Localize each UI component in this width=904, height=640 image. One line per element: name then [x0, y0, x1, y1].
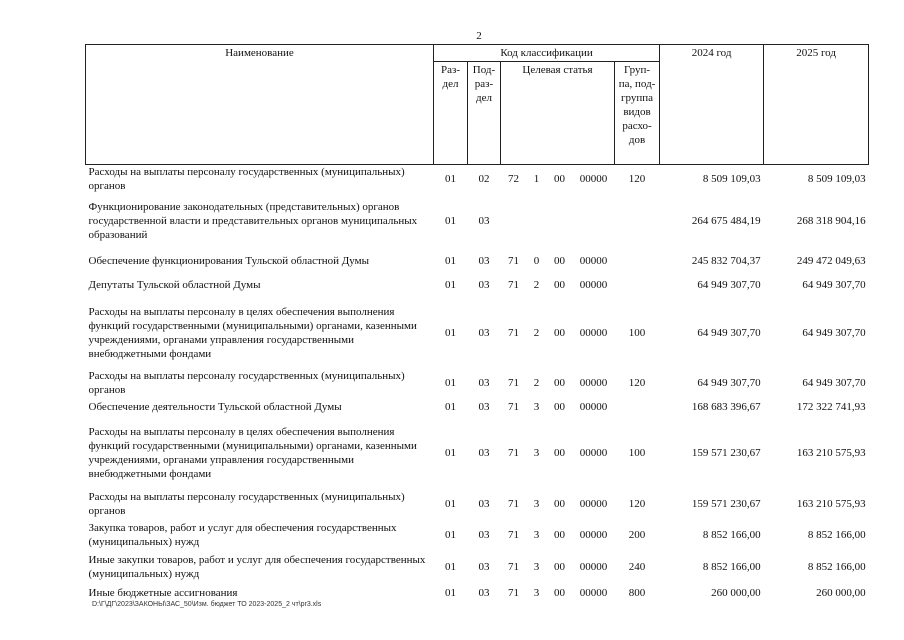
row-target-2 [527, 193, 547, 249]
row-target-2: 3 [533, 401, 540, 413]
row-target-2: 3 [533, 498, 540, 510]
row-target-3: 00 [554, 255, 565, 267]
row-vid: 100 [628, 447, 646, 459]
row-vid: 120 [628, 498, 646, 510]
row-2024: 64 949 307,70 [697, 279, 761, 291]
file-path-footer: D:\Г\ДГ\2023\ЗАКОНЫ\ЗАС_50\Изм. бюджет ТО 2023-2025_2 чт\pr3.xls [92, 601, 322, 608]
row-2024: 8 852 166,00 [702, 561, 761, 573]
row-target-2: 1 [533, 173, 540, 185]
row-target-4: 00000 [579, 327, 608, 339]
row-vid: 120 [628, 173, 646, 185]
row-2025: 8 852 166,00 [807, 561, 866, 573]
row-vid [615, 193, 660, 249]
table-row [86, 369, 869, 397]
row-razdel: 01 [445, 377, 456, 389]
header-razdel: Раз- дел [434, 62, 468, 165]
row-podrazdel: 03 [478, 561, 490, 573]
row-podrazdel: 03 [478, 327, 490, 339]
row-razdel: 01 [445, 173, 456, 185]
row-2024: 260 000,00 [711, 587, 761, 599]
header-2024: 2024 год [660, 45, 764, 165]
row-2025: 8 852 166,00 [807, 529, 866, 541]
row-razdel: 01 [445, 255, 456, 267]
row-target-2: 2 [533, 279, 540, 291]
row-target-3: 00 [554, 561, 565, 573]
row-razdel: 01 [445, 215, 456, 227]
row-2025: 64 949 307,70 [802, 279, 866, 291]
row-vid: 120 [628, 377, 646, 389]
row-2025: 163 210 575,93 [796, 447, 866, 459]
row-podrazdel: 03 [478, 255, 490, 267]
row-vid [615, 249, 660, 273]
row-2025: 64 949 307,70 [802, 377, 866, 389]
row-target-2: 3 [533, 561, 540, 573]
row-target-3: 00 [554, 498, 565, 510]
row-name: Обеспечение функционирования Тульской областной Думы [88, 255, 370, 267]
row-target-2: 2 [533, 377, 540, 389]
row-target-1: 72 [508, 173, 519, 185]
row-target-3: 00 [554, 401, 565, 413]
row-target-2: 0 [533, 255, 540, 267]
row-razdel: 01 [445, 401, 456, 413]
row-name: Расходы на выплаты персоналу в целях обеспечения выполнения функций государственными (муниципальными) органами, казенными учреждениями, органами управления государственными внебюджетными фондами [88, 426, 417, 480]
row-2025: 163 210 575,93 [796, 498, 866, 510]
row-podrazdel: 02 [478, 173, 490, 185]
table-row [86, 489, 869, 519]
row-vid: 800 [628, 587, 646, 599]
table-row [86, 165, 869, 194]
row-target-4: 00000 [579, 377, 608, 389]
row-podrazdel: 03 [478, 447, 490, 459]
row-target-1: 71 [508, 279, 519, 291]
row-vid [615, 397, 660, 417]
header-target: Целевая статья [501, 62, 615, 165]
row-target-3: 00 [554, 173, 565, 185]
row-podrazdel: 03 [478, 498, 490, 510]
row-name: Расходы на выплаты персоналу государственных (муниципальных) органов [88, 166, 405, 192]
row-name: Депутаты Тульской областной Думы [88, 279, 261, 291]
row-razdel: 01 [445, 587, 456, 599]
row-target-1: 71 [508, 498, 519, 510]
row-vid: 200 [628, 529, 646, 541]
row-target-1: 71 [508, 327, 519, 339]
row-target-3 [547, 193, 573, 249]
row-target-1: 71 [508, 587, 519, 599]
header-2025: 2025 год [764, 45, 869, 165]
row-razdel: 01 [445, 498, 456, 510]
row-target-4: 00000 [579, 587, 608, 599]
row-target-3: 00 [554, 447, 565, 459]
row-razdel: 01 [445, 327, 456, 339]
table-row [86, 193, 869, 249]
table-row [86, 519, 869, 551]
row-target-2: 2 [533, 327, 540, 339]
row-2025: 260 000,00 [816, 587, 866, 599]
row-2025: 249 472 049,63 [796, 255, 866, 267]
row-name: Расходы на выплаты персоналу государственных (муниципальных) органов [88, 491, 405, 517]
row-target-4: 00000 [579, 447, 608, 459]
row-name: Расходы на выплаты персоналу в целях обеспечения выполнения функций государственными (муниципальными) органами, казенными учреждениями, органами управления государственными внебюджетными фондами [88, 306, 417, 360]
row-2024: 168 683 396,67 [691, 401, 761, 413]
table-row [86, 249, 869, 273]
row-target-2: 3 [533, 447, 540, 459]
row-2024: 159 571 230,67 [691, 447, 761, 459]
table-body [86, 165, 869, 604]
table-row [86, 417, 869, 489]
row-target-1: 71 [508, 377, 519, 389]
row-2024: 264 675 484,19 [691, 215, 761, 227]
row-target-2: 3 [533, 529, 540, 541]
row-name: Функционирование законодательных (представительных) органов государственной власти и представительных органов муниципальных образований [88, 201, 418, 241]
row-name: Обеспечение деятельности Тульской областной Думы [88, 401, 342, 413]
row-target-2: 3 [533, 587, 540, 599]
table-row [86, 297, 869, 369]
row-2025: 268 318 904,16 [796, 215, 866, 227]
table-row [86, 273, 869, 297]
header-vid: Груп- па, под- группа видов расхо- дов [615, 62, 660, 165]
row-podrazdel: 03 [478, 401, 490, 413]
row-target-4: 00000 [579, 529, 608, 541]
row-name: Иные бюджетные ассигнования [88, 587, 238, 599]
row-2024: 8 509 109,03 [702, 173, 761, 185]
row-target-1: 71 [508, 529, 519, 541]
row-target-3: 00 [554, 587, 565, 599]
row-target-4: 00000 [579, 401, 608, 413]
page-number: 2 [476, 30, 482, 42]
row-vid: 100 [628, 327, 646, 339]
row-target-4: 00000 [579, 255, 608, 267]
row-podrazdel: 03 [478, 529, 490, 541]
row-name: Расходы на выплаты персоналу государственных (муниципальных) органов [88, 370, 405, 396]
row-target-1: 71 [508, 255, 519, 267]
row-target-4: 00000 [579, 279, 608, 291]
row-2024: 64 949 307,70 [697, 377, 761, 389]
row-podrazdel: 03 [478, 377, 490, 389]
header-code-group: Код классификации [434, 45, 660, 62]
row-razdel: 01 [445, 279, 456, 291]
row-target-4: 00000 [579, 561, 608, 573]
row-vid [615, 273, 660, 297]
row-2025: 8 509 109,03 [807, 173, 866, 185]
row-target-3: 00 [554, 529, 565, 541]
header-podrazdel: Под- раз- дел [468, 62, 501, 165]
row-2024: 245 832 704,37 [691, 255, 761, 267]
row-razdel: 01 [445, 561, 456, 573]
row-2024: 159 571 230,67 [691, 498, 761, 510]
row-2024: 64 949 307,70 [697, 327, 761, 339]
row-target-3: 00 [554, 279, 565, 291]
table-row [86, 397, 869, 417]
table-row [86, 583, 869, 603]
row-podrazdel: 03 [478, 587, 490, 599]
row-target-3: 00 [554, 377, 565, 389]
row-name: Иные закупки товаров, работ и услуг для обеспечения государственных (муниципальных) нужд [88, 554, 426, 580]
row-target-1: 71 [508, 561, 519, 573]
row-target-1: 71 [508, 447, 519, 459]
row-target-4: 00000 [579, 173, 608, 185]
header-name: Наименование [86, 45, 434, 165]
row-razdel: 01 [445, 529, 456, 541]
row-name: Закупка товаров, работ и услуг для обеспечения государственных (муниципальных) нужд [88, 522, 397, 548]
row-target-1: 71 [508, 401, 519, 413]
row-target-4: 00000 [579, 498, 608, 510]
budget-table [85, 44, 869, 603]
row-2025: 64 949 307,70 [802, 327, 866, 339]
row-target-4 [573, 193, 615, 249]
row-2024: 8 852 166,00 [702, 529, 761, 541]
row-2025: 172 322 741,93 [796, 401, 866, 413]
row-vid: 240 [628, 561, 646, 573]
table-row [86, 551, 869, 583]
row-target-3: 00 [554, 327, 565, 339]
row-podrazdel: 03 [478, 215, 490, 227]
row-target-1 [501, 193, 527, 249]
row-podrazdel: 03 [478, 279, 490, 291]
row-razdel: 01 [445, 447, 456, 459]
